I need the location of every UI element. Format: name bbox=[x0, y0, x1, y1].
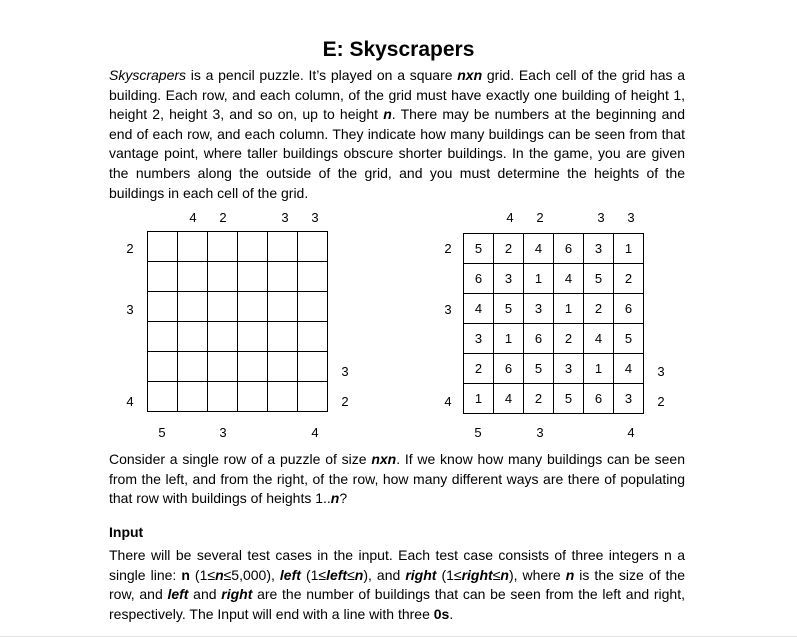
empty-left-clue-6: 4 bbox=[126, 394, 134, 409]
grid-cell bbox=[298, 292, 328, 322]
grid-cell: 1 bbox=[584, 354, 614, 384]
grid-row bbox=[148, 352, 328, 382]
empty-left-clue-1: 2 bbox=[126, 241, 134, 256]
grid-cell bbox=[298, 322, 328, 352]
grid-row bbox=[464, 294, 644, 324]
grid-cell bbox=[148, 322, 178, 352]
page-divider bbox=[0, 636, 797, 637]
grid-cell bbox=[298, 232, 328, 262]
grid-cell: 6 bbox=[584, 384, 614, 414]
grid-cell: 5 bbox=[524, 354, 554, 384]
grid-row bbox=[148, 382, 328, 412]
grid-cell: 5 bbox=[554, 384, 584, 414]
grid-cell bbox=[208, 232, 238, 262]
solved-top-clue-3: 2 bbox=[536, 210, 544, 225]
grid-cell bbox=[208, 262, 238, 292]
empty-right-clue-5: 3 bbox=[341, 364, 349, 379]
input-heading: Input bbox=[109, 524, 144, 540]
grid-cell bbox=[208, 322, 238, 352]
grid-cell: 1 bbox=[554, 294, 584, 324]
grid-cell bbox=[178, 232, 208, 262]
grid-cell: 3 bbox=[584, 234, 614, 264]
grid-cell: 5 bbox=[614, 324, 644, 354]
empty-top-clue-1: 4 bbox=[189, 210, 197, 225]
solved-right-clue-5: 3 bbox=[657, 364, 665, 379]
empty-top-clue-4: 3 bbox=[281, 210, 289, 225]
grid-cell bbox=[148, 292, 178, 322]
grid-cell bbox=[238, 262, 268, 292]
empty-bottom-clue-1: 5 bbox=[158, 425, 166, 440]
grid-cell bbox=[268, 382, 298, 412]
grid-cell bbox=[238, 232, 268, 262]
grid-cell: 6 bbox=[554, 234, 584, 264]
grid-cell: 6 bbox=[614, 294, 644, 324]
empty-bottom-clue-5: 4 bbox=[311, 425, 319, 440]
grid-cell: 2 bbox=[524, 384, 554, 414]
solved-left-clue-6: 4 bbox=[444, 394, 452, 409]
grid-cell: 6 bbox=[494, 354, 524, 384]
grid-cell: 4 bbox=[584, 324, 614, 354]
grid-cell: 3 bbox=[494, 264, 524, 294]
grid-cell bbox=[148, 232, 178, 262]
grid-cell: 1 bbox=[464, 384, 494, 414]
intro-paragraph: Skyscrapers is a pencil puzzle. It’s played on a square nxn grid. Each cell of the grid has a building. Each row, and each column, of the grid must have exactly one building of height 1, height 2, height 3, and so on, up to height n. There may be numbers at the beginning and end of each row, and each column. They indicate how many buildings can be seen from that vantage point, where taller buildings obscure shorter buildings. In the game, you are given the numbers along the outside of the grid, and you must determine the heights of the buildings in each cell of the grid. bbox=[109, 67, 685, 201]
grid-cell bbox=[208, 352, 238, 382]
empty-top-clue-5: 3 bbox=[311, 210, 319, 225]
grid-cell bbox=[178, 262, 208, 292]
input-paragraph: There will be several test cases in the input. Each test case consists of three integers n a single line: n (1≤n≤5,000), left (1≤left≤n), and right (1≤right≤n), where n is the size of the row, and left and right are the number of buildings that can be seen from the left and right, respectively. The Input will end with a line with three 0s. bbox=[109, 547, 686, 622]
grid-cell bbox=[238, 292, 268, 322]
grid-cell: 4 bbox=[554, 264, 584, 294]
grid-cell bbox=[178, 292, 208, 322]
page-title: E: Skyscrapers bbox=[322, 38, 475, 61]
grid-cell: 4 bbox=[524, 234, 554, 264]
solved-top-clue-5: 3 bbox=[597, 210, 605, 225]
grid-cell: 2 bbox=[584, 294, 614, 324]
puzzle-name: Skyscrapers bbox=[109, 67, 187, 83]
grid-row bbox=[464, 324, 644, 354]
grid-cell: 2 bbox=[614, 264, 644, 294]
grid-cell bbox=[148, 382, 178, 412]
grid-cell: 3 bbox=[464, 324, 494, 354]
grid-cell bbox=[238, 382, 268, 412]
grid-cell: 5 bbox=[494, 294, 524, 324]
grid-cell: 1 bbox=[494, 324, 524, 354]
grid-row bbox=[148, 262, 328, 292]
grid-cell bbox=[268, 262, 298, 292]
solved-bottom-clue-3: 3 bbox=[536, 425, 544, 440]
grid-cell bbox=[298, 352, 328, 382]
solved-top-clue-2: 4 bbox=[506, 210, 514, 225]
empty-top-clue-2: 2 bbox=[219, 210, 227, 225]
grid-cell bbox=[298, 382, 328, 412]
grid-cell bbox=[268, 322, 298, 352]
grid-cell: 5 bbox=[464, 234, 494, 264]
grid-cell: 6 bbox=[464, 264, 494, 294]
empty-left-clue-3: 3 bbox=[126, 302, 134, 317]
solved-left-clue-1: 2 bbox=[444, 241, 452, 256]
solved-top-clue-6: 3 bbox=[627, 210, 635, 225]
grid-cell bbox=[178, 382, 208, 412]
solved-bottom-clue-1: 5 bbox=[474, 425, 482, 440]
grid-row bbox=[464, 264, 644, 294]
grid-cell bbox=[268, 292, 298, 322]
grid-row bbox=[464, 234, 644, 264]
grid-cell: 4 bbox=[614, 354, 644, 384]
grid-row bbox=[464, 354, 644, 384]
grid-cell bbox=[268, 232, 298, 262]
grid-cell: 1 bbox=[614, 234, 644, 264]
grid-cell bbox=[298, 262, 328, 292]
solved-left-clue-3: 3 bbox=[444, 302, 452, 317]
grid-cell bbox=[208, 382, 238, 412]
grid-cell bbox=[148, 352, 178, 382]
solved-right-clue-6: 2 bbox=[657, 394, 665, 409]
solved-grid bbox=[463, 233, 644, 414]
grid-cell: 6 bbox=[524, 324, 554, 354]
empty-right-clue-6: 2 bbox=[341, 394, 349, 409]
grid-cell: 2 bbox=[554, 324, 584, 354]
grid-cell bbox=[178, 322, 208, 352]
question-paragraph: Consider a single row of a puzzle of size nxn. If we know how many buildings can be seen from the left, and from the right, of the row, how many different ways are there of populating that row with buildings of heights 1..n? bbox=[109, 451, 685, 507]
grid-row bbox=[148, 232, 328, 262]
grid-cell: 3 bbox=[524, 294, 554, 324]
grid-cell: 3 bbox=[614, 384, 644, 414]
empty-grid bbox=[147, 231, 328, 412]
solved-bottom-clue-6: 4 bbox=[627, 425, 635, 440]
empty-bottom-clue-3: 3 bbox=[219, 425, 227, 440]
grid-cell bbox=[268, 352, 298, 382]
grid-cell: 2 bbox=[464, 354, 494, 384]
grid-cell: 1 bbox=[524, 264, 554, 294]
grid-row bbox=[148, 322, 328, 352]
grid-row bbox=[148, 292, 328, 322]
grid-cell: 2 bbox=[494, 234, 524, 264]
grid-cell: 4 bbox=[464, 294, 494, 324]
grid-cell: 4 bbox=[494, 384, 524, 414]
grid-cell bbox=[148, 262, 178, 292]
grid-cell bbox=[238, 322, 268, 352]
grid-cell bbox=[178, 352, 208, 382]
grid-cell bbox=[238, 352, 268, 382]
grid-cell: 3 bbox=[554, 354, 584, 384]
grid-cell: 5 bbox=[584, 264, 614, 294]
grid-cell bbox=[208, 292, 238, 322]
grid-row bbox=[464, 384, 644, 414]
